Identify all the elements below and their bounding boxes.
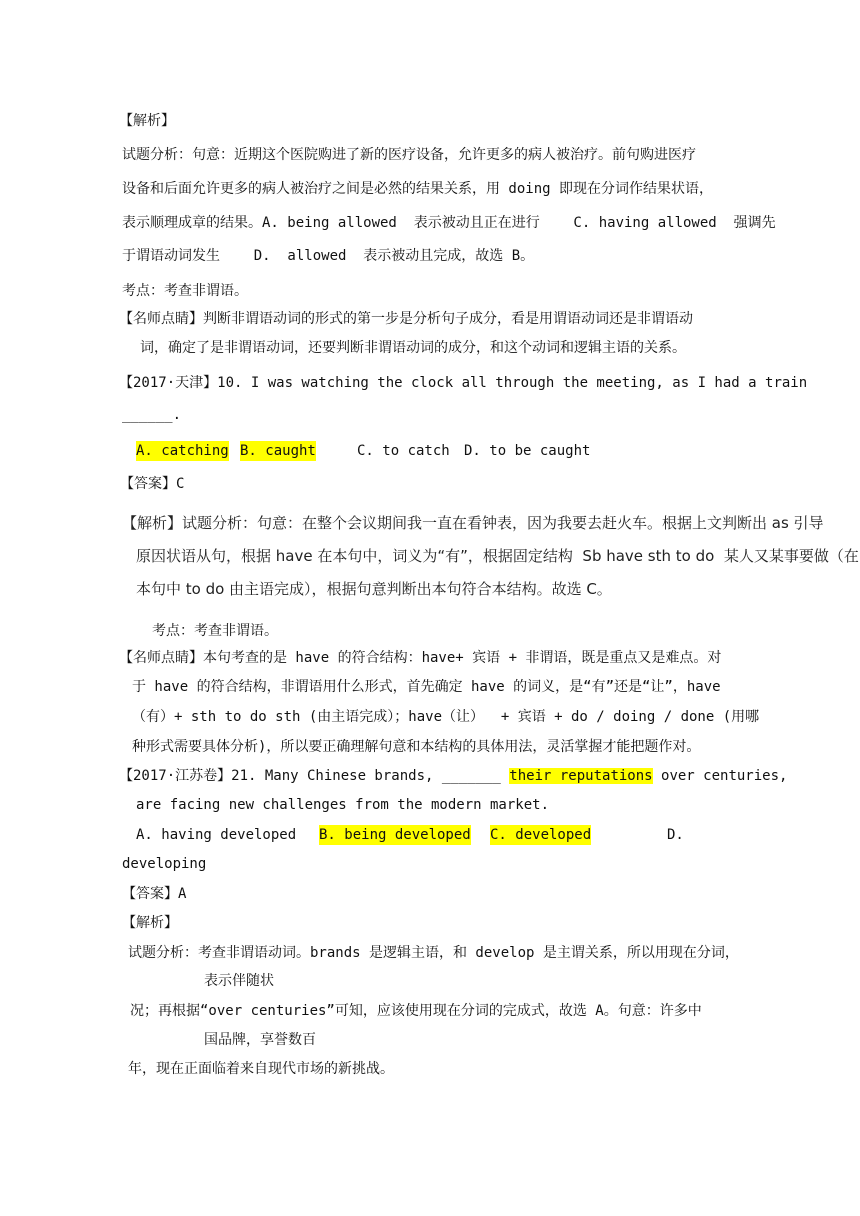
question-blank: ______. (122, 407, 182, 423)
analysis-text-line: 况；再根据“over centuries”可知，应该使用现在分词的完成式，故选 A。句意：许多中 (130, 1003, 702, 1019)
teacher-note-line: （有）+ sth to do sth (由主语完成）；have（让） + 宾语 + do / doing / done (用哪 (132, 709, 760, 725)
analysis-image-line: 本句中 to do 由主语完成），根据句意判断出本句符合本结构。故选 C。 (136, 580, 612, 598)
analysis-text-line: 国品牌，享誉数百 (204, 1032, 316, 1048)
kaodian-line: 考点：考查非谓语。 (152, 623, 278, 639)
analysis-image-line: 【解析】试题分析：句意：在整个会议期间我一直在看钟表，因为我要去赶火车。根据上文判断出 as 引导 (122, 514, 824, 532)
teacher-note-line: 【名师点睛】判断非谓语动词的形式的第一步是分析句子成分，看是用谓语动词还是非谓语动 (119, 311, 693, 327)
analysis-text-line: 年，现在正面临着来自现代市场的新挑战。 (128, 1061, 394, 1077)
option-a: A. having developed (136, 827, 297, 843)
option-b: B. being developed (319, 827, 471, 843)
question-stem (119, 766, 787, 786)
option-b: B. caught (240, 443, 316, 459)
answer-line: 【答案】C (120, 476, 185, 492)
teacher-note-line: 词，确定了是非谓语动词，还要判断非谓语动词的成分，和这个动词和逻辑主语的关系。 (140, 340, 686, 356)
question-stem-end: over centuries, (652, 768, 788, 784)
teacher-note-line: 种形式需要具体分析)，所以要正确理解句意和本结构的具体用法，灵活掌握才能把题作对。 (132, 739, 701, 755)
question-stem: are facing new challenges from the modern market. (136, 797, 550, 813)
option-a: A. catching (136, 443, 229, 459)
option-d-text: developing (122, 856, 207, 872)
highlighted-phrase: their reputations (509, 768, 653, 784)
option-c: C. developed (490, 827, 592, 843)
analysis-text-line: 于谓语动词发生 D. allowed 表示被动且完成，故选 B。 (122, 248, 535, 264)
kaodian-line: 考点：考查非谓语。 (122, 283, 248, 299)
analysis-heading: 【解析】 (122, 915, 178, 931)
option-c: C. to catch (357, 443, 450, 459)
teacher-note-line: 【名师点睛】本句考查的是 have 的符合结构：have+ 宾语 + 非谓语，既是重点又是难点。对 (119, 650, 722, 666)
analysis-text-line: 表示伴随状 (204, 973, 274, 989)
question-stem-start: 【2017·江苏卷】21. Many Chinese brands, _______ (119, 768, 510, 784)
option-d: D. to be caught (464, 443, 591, 459)
analysis-text-line: 表示顺理成章的结果。A. being allowed 表示被动且正在进行 C. having allowed 强调先 (122, 215, 776, 231)
analysis-text-line: 设备和后面允许更多的病人被治疗之间是必然的结果关系，用 doing 即现在分词作结果状语， (122, 181, 713, 197)
analysis-text-line: 试题分析：考查非谓语动词。brands 是逻辑主语，和 develop 是主谓关系，所以用现在分词， (128, 945, 739, 961)
answer-line: 【答案】A (122, 886, 187, 902)
analysis-text-line: 试题分析：句意：近期这个医院购进了新的医疗设备，允许更多的病人被治疗。前句购进医疗 (122, 147, 696, 163)
option-d-label: D. (667, 827, 684, 843)
question-stem: 【2017·天津】10. I was watching the clock all through the meeting, as I had a train (119, 375, 808, 391)
teacher-note-line: 于 have 的符合结构，非谓语用什么形式，首先确定 have 的词义，是“有”还是“让”，have (132, 679, 721, 695)
analysis-image-line: 原因状语从句，根据 have 在本句中，词义为“有”，根据固定结构 Sb have sth to do 某人又某事要做（在 (136, 547, 859, 565)
analysis-heading: 【解析】 (119, 113, 175, 129)
